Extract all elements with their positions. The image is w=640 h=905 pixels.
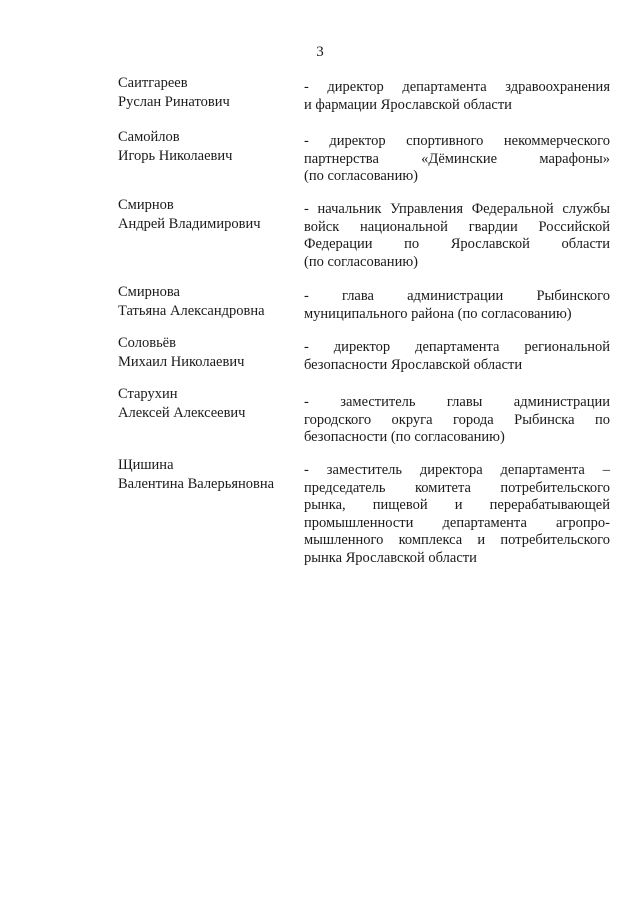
member-name	[118, 74, 293, 112]
member-given-names: Алексей Алексеевич	[118, 405, 246, 421]
page-number: 3	[316, 44, 324, 60]
member-role	[304, 79, 610, 114]
role-line: муниципального района (по согласованию)	[304, 305, 572, 322]
member-given-names: Руслан Ринатович	[118, 94, 230, 110]
member-role	[304, 339, 610, 374]
role-line: городского округа города Рыбинска по	[304, 411, 610, 428]
role-line: (по согласованию)	[304, 168, 418, 184]
member-given-names: Татьяна Александровна	[118, 303, 265, 319]
member-name	[118, 385, 293, 423]
role-line: - директор спортивного некоммерческого	[304, 133, 610, 149]
role-line: партнерства «Дёминские марафоны»	[304, 150, 610, 167]
role-line: рынка, пищевой и перерабатывающей	[304, 497, 610, 513]
member-surname: Самойлов	[118, 129, 180, 145]
role-line: безопасности (по согласованию)	[304, 429, 505, 445]
role-line: председатель комитета потребительского	[304, 479, 610, 496]
role-line: - глава администрации Рыбинского	[304, 288, 610, 304]
member-name	[118, 196, 293, 234]
role-line: мышленного комплекса и потребительского	[304, 532, 610, 548]
member-name	[118, 456, 293, 494]
role-line: - начальник Управления Федеральной службы	[304, 201, 610, 217]
member-surname: Смирнов	[118, 197, 174, 213]
role-line: войск национальной гвардии Российской	[304, 218, 610, 235]
member-surname: Старухин	[118, 386, 178, 402]
member-given-names: Игорь Николаевич	[118, 148, 233, 164]
member-name	[118, 128, 293, 166]
member-role	[304, 394, 610, 447]
role-line: - заместитель директора департамента –	[304, 462, 610, 478]
member-role	[304, 288, 610, 323]
role-line: Федерации по Ярославской области	[304, 236, 610, 252]
member-given-names: Валентина Валерьяновна	[118, 476, 275, 492]
member-role	[304, 133, 610, 186]
role-line: - заместитель главы администрации	[304, 394, 610, 410]
role-line: и фармации Ярославской области	[304, 96, 512, 113]
role-line: промышленности департамента агропро-	[304, 514, 610, 531]
member-role	[304, 462, 610, 567]
role-line: рынка Ярославской области	[304, 549, 477, 566]
member-name	[118, 334, 293, 372]
member-name	[118, 283, 293, 321]
member-given-names: Михаил Николаевич	[118, 354, 245, 370]
member-role	[304, 201, 610, 271]
role-line: безопасности Ярославской области	[304, 356, 523, 373]
member-surname: Саитгареев	[118, 75, 188, 91]
member-surname: Щишина	[118, 457, 174, 473]
member-surname: Смирнова	[118, 284, 180, 300]
member-surname: Соловьёв	[118, 335, 176, 351]
role-line: (по согласованию)	[304, 253, 418, 270]
role-line: - директор департамента региональной	[304, 339, 610, 355]
role-line: - директор департамента здравоохранения	[304, 79, 610, 95]
member-given-names: Андрей Владимирович	[118, 216, 261, 232]
